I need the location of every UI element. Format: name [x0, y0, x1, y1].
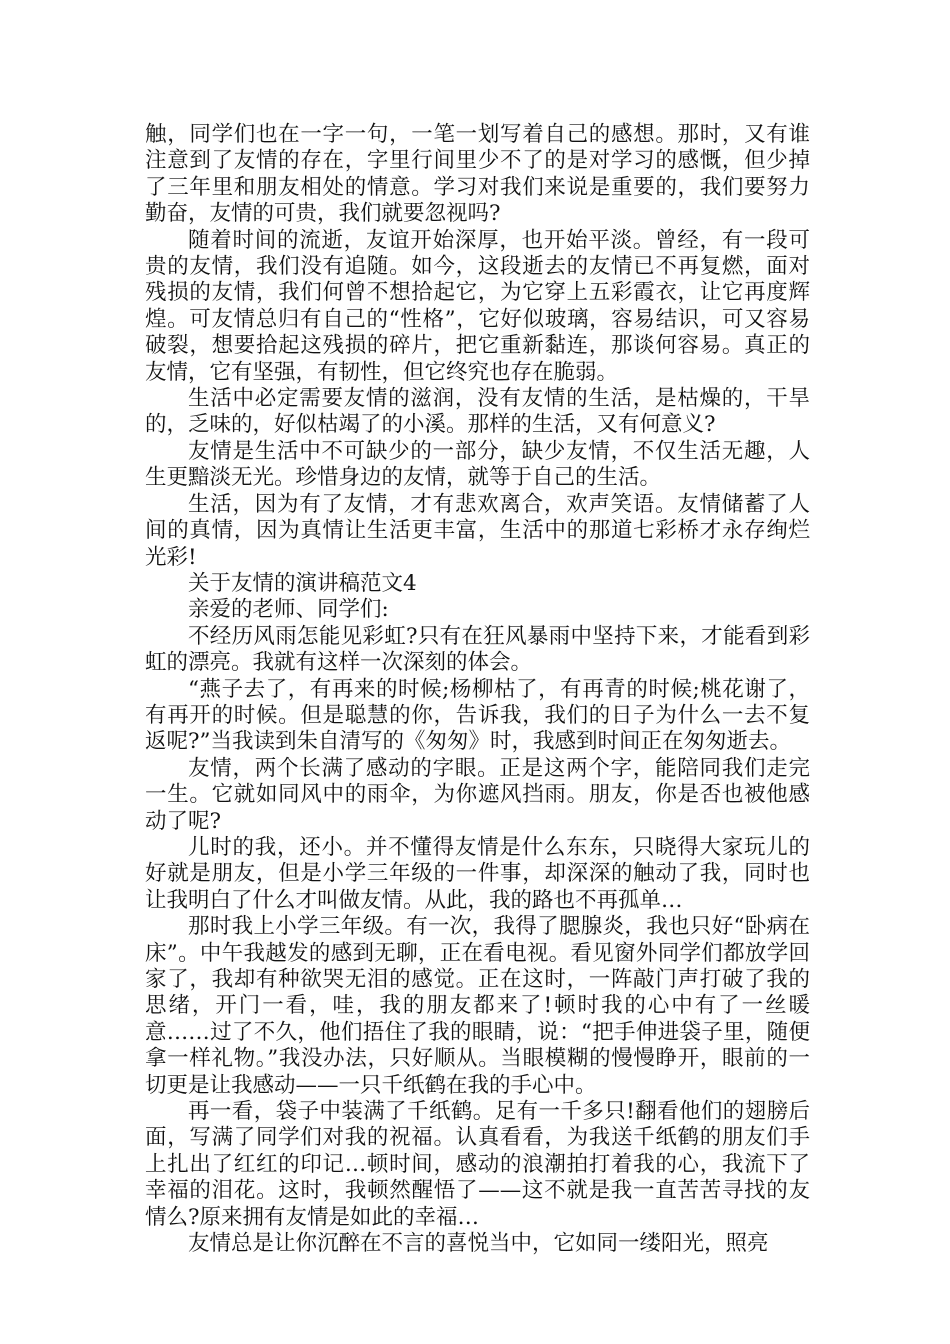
paragraph-1: 触，同学们也在一字一句，一笔一划写着自己的感想。那时，又有谁注意到了友情的存在，字里行间里少不了的是对学习的感慨，但少掉了三年里和朋友相处的情意。学习对我们来说是重要的，我们要努力勤奋，友情的可贵，我们就要忽视吗?	[145, 122, 810, 227]
paragraph-9: 儿时的我，还小。并不懂得友情是什么东东，只晓得大家玩儿的好就是朋友，但是小学三年级的一件事，却深深的触动了我，同时也让我明白了什么才叫做友情。从此，我的路也不再孤单…	[145, 834, 810, 913]
document-body	[145, 122, 810, 1257]
paragraph-8: 友情，两个长满了感动的字眼。正是这两个字，能陪同我们走完一生。它就如同风中的雨伞，为你遮风挡雨。朋友，你是否也被他感动了呢?	[145, 755, 810, 834]
paragraph-10: 那时我上小学三年级。有一次，我得了腮腺炎，我也只好“卧病在床”。中午我越发的感到无聊，正在看电视。看见窗外同学们都放学回家了，我却有种欲哭无泪的感觉。正在这时，一阵敲门声打破了我的思绪，开门一看，哇，我的朋友都来了!顿时我的心中有了一丝暖意……过了不久，他们捂住了我的眼睛，说：“把手伸进袋子里，随便拿一样礼物。”我没办法，只好顺从。当眼模糊的慢慢睁开，眼前的一切更是让我感动——一只千纸鹤在我的手心中。	[145, 914, 810, 1098]
paragraph-12: 友情总是让你沉醉在不言的喜悦当中，它如同一缕阳光，照亮	[188, 1231, 769, 1257]
salutation: 亲爱的老师、同学们:	[188, 597, 389, 623]
paragraph-6: 不经历风雨怎能见彩虹?只有在狂风暴雨中坚持下来，才能看到彩虹的漂亮。我就有这样一次深刻的体会。	[145, 623, 810, 676]
paragraph-7: “燕子去了，有再来的时候;杨柳枯了，有再青的时候;桃花谢了，有再开的时候。但是聪慧的你，告诉我，我们的日子为什么一去不复返呢?”当我读到朱自清写的《匆匆》时，我感到时间正在匆匆逝去。	[145, 676, 810, 755]
paragraph-5: 生活，因为有了友情，才有悲欢离合，欢声笑语。友情储蓄了人间的真情，因为真情让生活更丰富，生活中的那道七彩桥才永存绚烂光彩!	[145, 491, 810, 570]
paragraph-3: 生活中必定需要友情的滋润，没有友情的生活，是枯燥的，干旱的，乏味的，好似枯竭了的小溪。那样的生活，又有何意义?	[145, 386, 810, 438]
paragraph-2: 随着时间的流逝，友谊开始深厚，也开始平淡。曾经，有一段可贵的友情，我们没有追随。如今，这段逝去的友情已不再复燃，面对残损的友情，我们何曾不想拾起它，为它穿上五彩霞衣，让它再度辉煌。可友情总归有自己的“性格”，它好似玻璃，容易结识，可又容易破裂，想要拾起这残损的碎片，把它重新黏连，那谈何容易。真正的友情，它有坚强，有韧性，但它终究也存在脆弱。	[145, 227, 810, 385]
section-heading: 关于友情的演讲稿范文4	[188, 570, 417, 596]
paragraph-11: 再一看，袋子中装满了千纸鹤。足有一千多只!翻看他们的翅膀后面，写满了同学们对我的祝福。认真看看，为我送千纸鹤的朋友们手上扎出了红红的印记…顿时间，感动的浪潮拍打着我的心，我流下了幸福的泪花。这时，我顿然醒悟了——这不就是我一直苦苦寻找的友情么?原来拥有友情是如此的幸福…	[145, 1099, 810, 1230]
paragraph-4: 友情是生活中不可缺少的一部分，缺少友情，不仅生活无趣，人生更黯淡无光。珍惜身边的友情，就等于自己的生活。	[145, 438, 810, 491]
